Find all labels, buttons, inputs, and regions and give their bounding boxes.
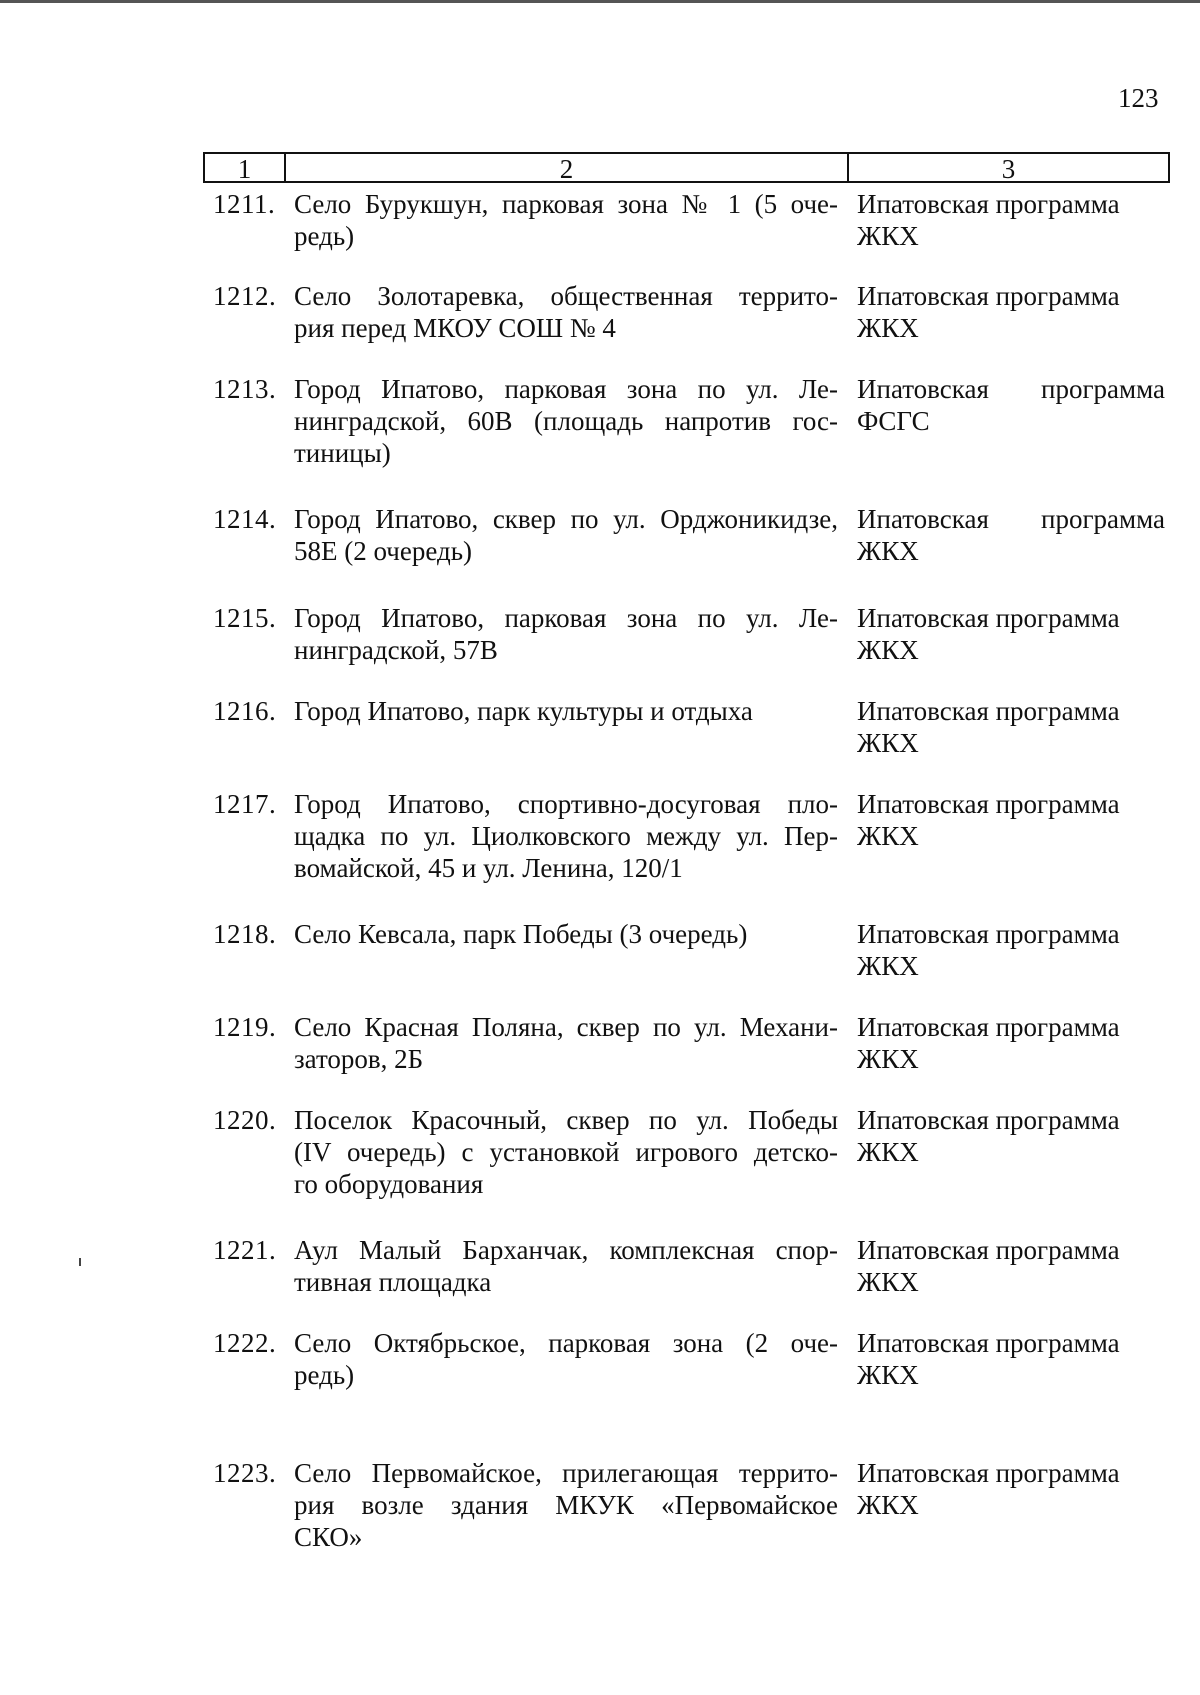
description-line: СКО» <box>294 1522 363 1552</box>
description-line: заторов, 2Б <box>294 1044 424 1074</box>
program-line: ФСГС <box>857 406 930 436</box>
row-description <box>294 1327 838 1391</box>
program-line: Ипатовская программа <box>857 696 1120 726</box>
program-line <box>857 373 1165 405</box>
row-number: 1218. <box>213 919 277 949</box>
row-number: 1212. <box>213 281 277 311</box>
description-line: Село Октябрьское, парковая зона (2 оче- <box>294 1328 838 1358</box>
row-description <box>294 788 838 884</box>
row-number: 1217. <box>213 789 277 819</box>
description-line: Село Золотаревка, общественная террито- <box>294 281 838 311</box>
program-line: Ипатовская программа <box>857 1458 1120 1488</box>
margin-scan-mark <box>79 1258 81 1266</box>
program-word: программа <box>1041 374 1165 404</box>
row-program <box>857 280 1165 344</box>
program-line: ЖКХ <box>857 951 919 981</box>
description-line: Село Красная Поляна, сквер по ул. Механи- <box>294 1012 838 1042</box>
description-line: редь) <box>294 1360 355 1390</box>
description-line: Город Ипатово, парковая зона по ул. Ле- <box>294 603 838 633</box>
description-line: нинградской, 57В <box>294 635 498 665</box>
description-line: щадка по ул. Циолковского между ул. Пер- <box>294 821 838 851</box>
row-description <box>294 1011 838 1075</box>
program-line: Ипатовская программа <box>857 189 1120 219</box>
program-line: ЖКХ <box>857 1360 919 1390</box>
description-line: рия перед МКОУ СОШ № 4 <box>294 313 616 343</box>
row-number: 1216. <box>213 696 277 726</box>
program-line: Ипатовская программа <box>857 1012 1120 1042</box>
description-line: тиницы) <box>294 438 391 468</box>
program-line: ЖКХ <box>857 313 919 343</box>
description-line: Село Бурукшун, парковая зона № 1 (5 оче- <box>294 189 838 219</box>
description-line: Аул Малый Барханчак, комплексная спор- <box>294 1235 838 1265</box>
program-line: ЖКХ <box>857 536 919 566</box>
row-description <box>294 602 838 666</box>
row-description <box>294 503 838 567</box>
row-program <box>857 1457 1165 1521</box>
header-col-3: 3 <box>1001 154 1016 184</box>
row-description <box>294 1234 838 1298</box>
description-line: редь) <box>294 221 355 251</box>
row-program <box>857 1104 1165 1168</box>
program-line: ЖКХ <box>857 635 919 665</box>
page-number: 123 <box>1118 83 1159 113</box>
row-number: 1211. <box>213 189 276 219</box>
program-line: ЖКХ <box>857 1490 919 1520</box>
row-program <box>857 503 1165 567</box>
row-description <box>294 373 838 469</box>
description-line: Город Ипатово, парковая зона по ул. Ле- <box>294 374 838 404</box>
row-description <box>294 695 838 727</box>
description-line: Село Первомайское, прилегающая террито- <box>294 1458 838 1488</box>
description-line: Город Ипатово, парк культуры и отдыха <box>294 696 753 726</box>
program-line: ЖКХ <box>857 1267 919 1297</box>
description-line: Город Ипатово, спортивно-досуговая пло- <box>294 789 838 819</box>
description-line: Поселок Красочный, сквер по ул. Победы <box>294 1105 838 1135</box>
row-description <box>294 1104 838 1200</box>
program-line: Ипатовская программа <box>857 1235 1120 1265</box>
row-program <box>857 1327 1165 1391</box>
row-program <box>857 788 1165 852</box>
program-line: Ипатовская программа <box>857 603 1120 633</box>
program-line: ЖКХ <box>857 1044 919 1074</box>
row-description <box>294 188 838 252</box>
program-line: ЖКХ <box>857 821 919 851</box>
row-program <box>857 918 1165 982</box>
description-line: го оборудования <box>294 1169 484 1199</box>
row-description <box>294 1457 838 1553</box>
program-word: Ипатовская <box>857 374 989 404</box>
program-word: Ипатовская <box>857 504 989 534</box>
row-number: 1220. <box>213 1105 277 1135</box>
row-program <box>857 188 1165 252</box>
row-description <box>294 918 838 950</box>
row-number: 1223. <box>213 1458 277 1488</box>
description-line: Город Ипатово, сквер по ул. Орджоникидзе, <box>294 504 838 534</box>
header-col-2: 2 <box>286 154 849 181</box>
program-word: программа <box>1041 504 1165 534</box>
description-line: рия возле здания МКУК «Первомайское <box>294 1490 838 1520</box>
row-program <box>857 373 1165 437</box>
description-line: тивная площадка <box>294 1267 492 1297</box>
program-line: ЖКХ <box>857 728 919 758</box>
description-line: (IV очередь) с установкой игрового детско- <box>294 1137 838 1167</box>
program-line: ЖКХ <box>857 1137 919 1167</box>
description-line: вомайской, 45 и ул. Ленина, 120/1 <box>294 853 683 883</box>
row-program <box>857 602 1165 666</box>
row-number: 1213. <box>213 374 277 404</box>
row-description <box>294 280 838 344</box>
program-line: Ипатовская программа <box>857 789 1120 819</box>
program-line: ЖКХ <box>857 221 919 251</box>
program-line: Ипатовская программа <box>857 1105 1120 1135</box>
description-line: 58Е (2 очередь) <box>294 536 473 566</box>
row-program <box>857 1234 1165 1298</box>
program-line <box>857 503 1165 535</box>
row-program <box>857 1011 1165 1075</box>
program-line: Ипатовская программа <box>857 281 1120 311</box>
row-number: 1214. <box>213 504 277 534</box>
row-number: 1219. <box>213 1012 277 1042</box>
program-line: Ипатовская программа <box>857 919 1120 949</box>
description-line: Село Кевсала, парк Победы (3 очередь) <box>294 919 748 949</box>
row-number: 1215. <box>213 603 277 633</box>
program-line: Ипатовская программа <box>857 1328 1120 1358</box>
row-number: 1222. <box>213 1328 277 1358</box>
description-line: нинградской, 60В (площадь напротив гос- <box>294 406 838 436</box>
header-col-1: 1 <box>205 154 286 181</box>
row-program <box>857 695 1165 759</box>
row-number: 1221. <box>213 1235 277 1265</box>
